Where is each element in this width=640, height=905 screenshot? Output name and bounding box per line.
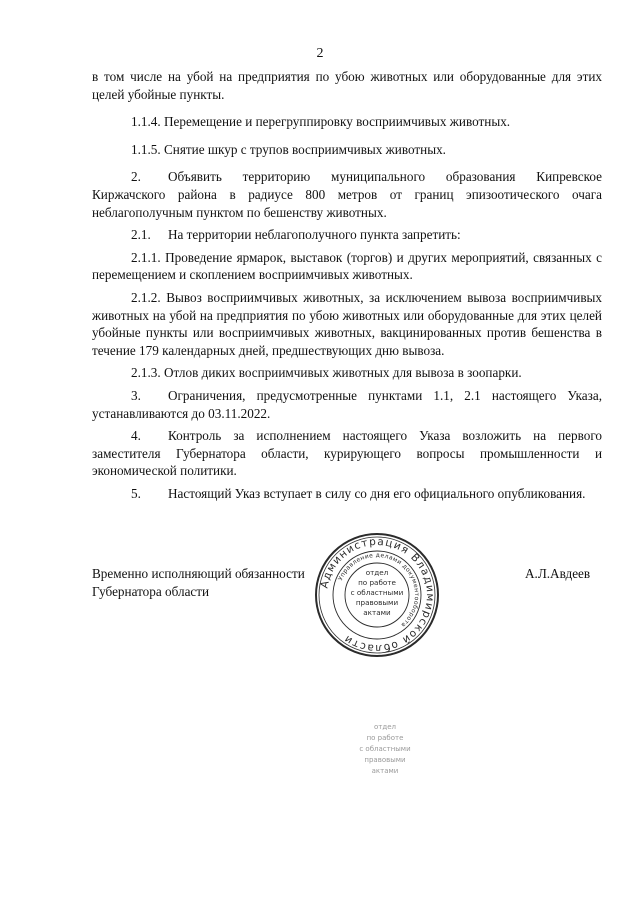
paragraph-2-1-2: 2.1.2. Вывоз восприимчивых животных, за исключением вывоза восприимчивых животных на убой на предприятия по убою животных или оборудованные для этих целей убойные пункты или восприимчивых животных, вакцинированных против бешенства в течение 179 календарных дней, предшествующих дню вывоза. [92,289,602,358]
svg-text:правовыми: правовыми [355,598,399,607]
signatory-position: Временно исполняющий обязанности Губернатора области [92,566,305,599]
paragraph-5: 5. Настоящий Указ вступает в силу со дня его официального опубликования. [131,485,586,501]
svg-text:по работе: по работе [358,578,396,587]
seal-inner-ring-text: Управление делами документооборота [337,551,421,629]
seal-center-text [351,568,404,617]
page-number: 2 [316,46,324,61]
svg-text:правовыми: правовыми [364,756,406,764]
faint-seal-imprint [336,709,434,799]
svg-text:с областными: с областными [350,588,404,597]
paragraph-2-1: 2.1. На территории неблагополучного пункта запретить: [131,227,461,243]
svg-text:отдел: отдел [374,723,396,731]
svg-text:отдел: отдел [365,568,389,577]
paragraph-2-1-1: 2.1.1. Проведение ярмарок, выставок (торгов) и других мероприятий, связанных с перемещением и скоплением восприимчивых животных. [92,249,602,283]
svg-text:актами: актами [363,608,391,617]
paragraph-4: 4. Контроль за исполнением настоящего Указа возложить на первого заместителя Губернатора области, курирующего вопросы промышленности и экономической политики. [92,428,602,479]
seal-ring-text: Администрация Владимирской области [318,535,437,655]
paragraph-2: 2. Объявить территорию муниципального образования Кипревское Киржачского района в радиусе 800 метров от границ эпизоотического очага неблагополучным пунктом по бешенству животных. [92,169,602,220]
official-seal [312,530,442,660]
paragraph-2-1-3: 2.1.3. Отлов диких восприимчивых животных для вывоза в зоопарки. [131,365,522,381]
signatory-name: А.Л.Авдеев [525,566,591,581]
paragraph-1-1-3-cont: в том числе на убой на предприятия по убою животных или оборудованные для этих целей убойные пункты. [92,69,602,102]
document-body [92,68,602,502]
svg-text:актами: актами [371,767,399,775]
paragraph-1-1-5: 1.1.5. Снятие шкур с трупов восприимчивых животных. [131,141,446,157]
svg-text:с областными: с областными [359,745,411,753]
paragraph-3: 3. Ограничения, предусмотренные пунктами 1.1, 2.1 настоящего Указа, устанавливаются до 03.11.2022. [92,387,602,421]
svg-text:по работе: по работе [366,734,404,742]
paragraph-1-1-4: 1.1.4. Перемещение и перегруппировку восприимчивых животных. [131,114,511,130]
